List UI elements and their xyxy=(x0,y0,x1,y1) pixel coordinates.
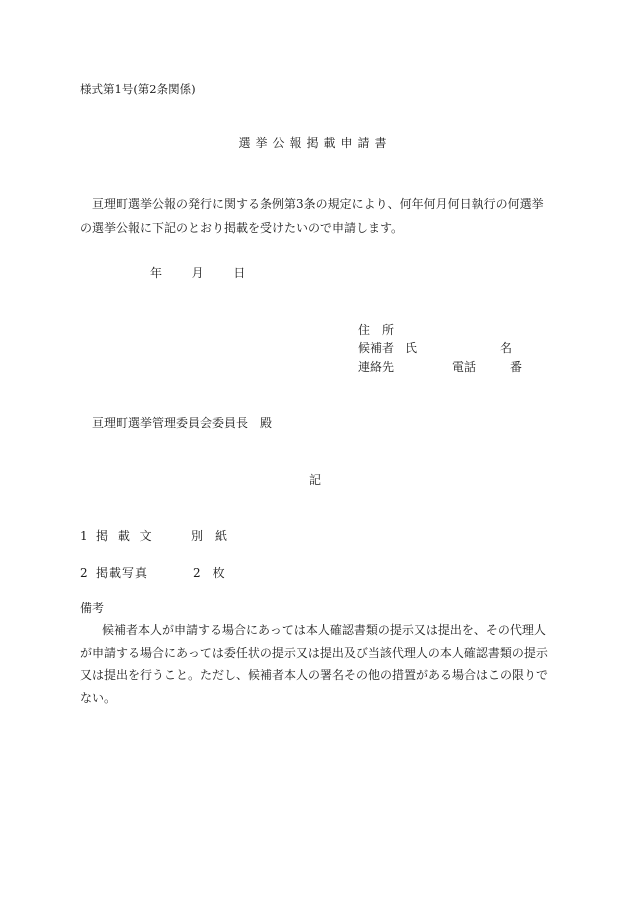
document-title: 選挙公報掲載申請書 xyxy=(238,136,392,150)
notes-body: 候補者本人が申請する場合にあっては本人確認書類の提示又は提出を、その代理人が申請する場合にあっては委任状の提示又は提出及び当該代理人の本人確認書類の提示又は提出を行うこと。ただし、候補者本人の署名その他の措置がある場合はこの限りでない。 xyxy=(80,623,549,705)
item-row xyxy=(80,530,227,542)
address-row xyxy=(358,324,394,336)
number-label: 番 xyxy=(510,360,523,374)
name-label-second: 名 xyxy=(500,341,513,355)
intro-paragraph: 亘理町選挙公報の発行に関する条例第3条の規定により、何年何月何日執行の何選挙の選挙公報に下記のとおり掲載を受けたいので申請します。 xyxy=(80,197,544,235)
contact-label: 連絡先 xyxy=(358,360,395,374)
candidate-label: 候補者 xyxy=(358,341,395,355)
date-year: 年 xyxy=(150,266,163,280)
notes-label: 備考 xyxy=(80,601,105,615)
item-number: 1 xyxy=(80,529,88,543)
item-value: 2 枚 xyxy=(193,566,225,580)
name-label-first: 氏 xyxy=(405,341,418,355)
item-label: 掲 載 文 xyxy=(96,529,155,543)
item-row xyxy=(80,567,225,579)
recipient-line: 亘理町選挙管理委員会委員長 殿 xyxy=(92,416,273,430)
candidate-row xyxy=(358,342,512,354)
item-label: 掲載写真 xyxy=(96,566,149,580)
date-day: 日 xyxy=(233,266,246,280)
phone-label: 電話 xyxy=(452,360,477,374)
date-line xyxy=(150,267,245,279)
form-number: 様式第1号(第2条関係) xyxy=(80,82,196,96)
ki-heading: 記 xyxy=(308,473,321,487)
date-month: 月 xyxy=(191,266,204,280)
contact-row xyxy=(358,361,522,373)
item-value: 別 紙 xyxy=(191,529,228,543)
item-number: 2 xyxy=(80,566,88,580)
address-label: 住 所 xyxy=(358,323,395,337)
